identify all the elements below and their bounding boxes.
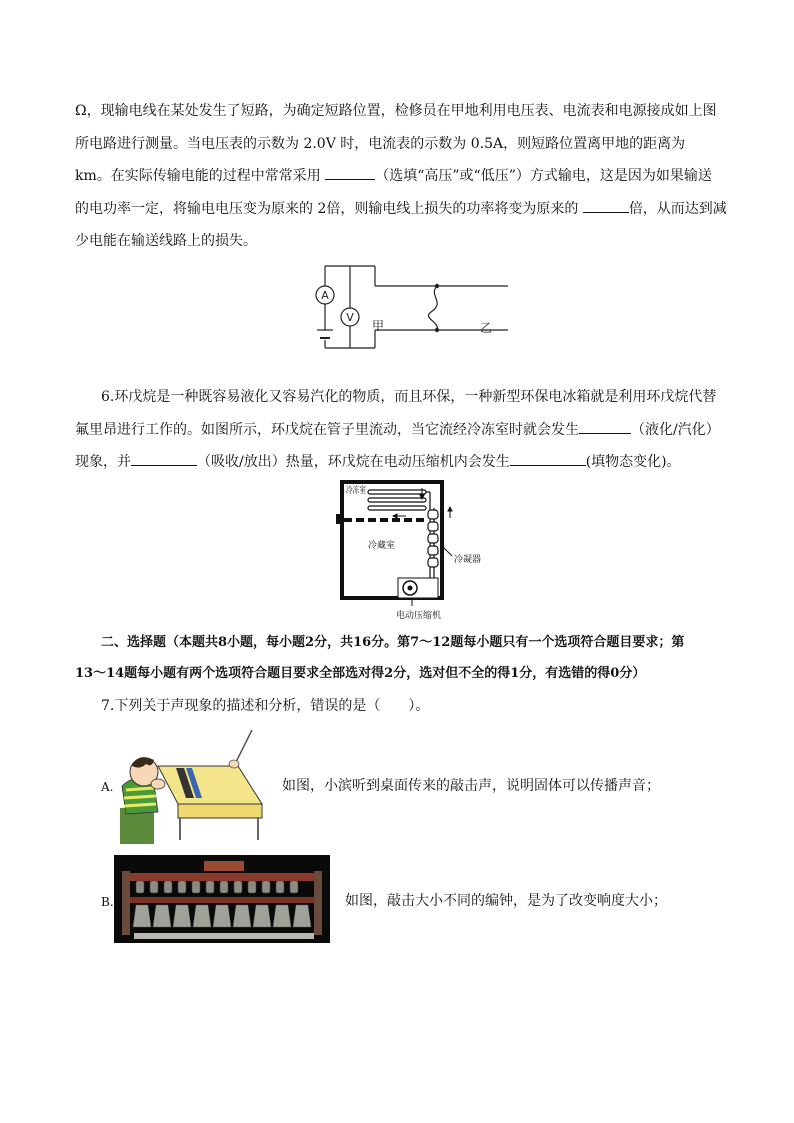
condenser-label: 冷凝器 — [454, 555, 482, 565]
q6-line-2-part-a: 氟里昂进行工作的。如图所示，环戊烷在管子里流动，当它流经冷冻室时就会发生 — [75, 422, 579, 438]
compressor-label: 电动压缩机 — [396, 611, 442, 621]
refrigerator-diagram — [332, 478, 492, 624]
q5-line-4-part-b: 倍，从而达到减 — [628, 201, 727, 217]
option-a-illustration — [118, 726, 266, 844]
q5-line-3 — [75, 167, 723, 185]
answer-blank-freezer-process — [579, 421, 631, 434]
circuit-diagram — [300, 260, 520, 370]
label-yi: 乙 — [480, 321, 493, 335]
q7-stem: 7.下列关于声现象的描述和分析，错误的是（ ）。 — [101, 698, 430, 714]
q6-line-3-part-a: 现象，并 — [75, 454, 131, 470]
q5-line-1: Ω，现输电线在某处发生了短路，为确定短路位置，检修员在甲地利用电压表、电流表和电源接成如上图 — [75, 103, 717, 119]
answer-blank-compressor-process — [510, 453, 586, 466]
section-2-heading-line-1: 二、选择题（本题共8小题，每小题2分，共16分。第7～12题每小题只有一个选项符合题目要求；第 — [101, 635, 685, 650]
q6-line-2-part-b: （液化/汽化） — [631, 422, 720, 438]
answer-blank-voltage-type — [325, 167, 375, 180]
q5-line-2: 所电路进行测量。当电压表的示数为 2.0V 时，电流表的示数为 0.5A，则短路位置离甲地的距离为 — [75, 136, 686, 152]
option-a-text: 如图，小滨听到桌面传来的敲击声，说明固体可以传播声音； — [282, 778, 660, 794]
label-jia: 甲 — [372, 319, 385, 333]
q6-line-2 — [75, 421, 723, 439]
freezer-label: 冷冻室 — [346, 486, 374, 496]
voltmeter-symbol: V — [346, 311, 354, 324]
ammeter-symbol: A — [321, 289, 329, 302]
q5-line-4-part-a: 的电功率一定，将输电电压变为原来的 2倍，则输电线上损失的功率将变为原来的 — [75, 201, 583, 217]
q6-line-3 — [75, 453, 723, 471]
q6-line-1: 6.环戊烷是一种既容易液化又容易汽化的物质，而且环保，一种新型环保电冰箱就是利用环戊烷代替 — [101, 389, 717, 405]
answer-blank-heat — [131, 453, 197, 466]
answer-blank-power-ratio — [583, 200, 629, 213]
fridge-label: 冷藏室 — [368, 541, 396, 551]
option-a-label: A. — [101, 780, 114, 794]
option-b-text: 如图，敲击大小不同的编钟，是为了改变响度大小； — [345, 893, 667, 909]
q5-line-3-part-b: （选填“高压”或“低压”）方式输电，这是因为如果输送 — [375, 168, 712, 184]
q6-line-3-part-c: (填物态变化)。 — [585, 454, 681, 470]
option-b-illustration-bianzhong — [114, 855, 330, 943]
q5-line-5: 少电能在输送线路上的损失。 — [75, 233, 257, 249]
q6-line-3-part-b: （吸收/放出）热量，环戊烷在电动压缩机内会发生 — [197, 454, 510, 470]
q5-line-4 — [75, 200, 727, 218]
q5-line-3-part-a: km。在实际传输电能的过程中常常采用 — [75, 168, 326, 184]
section-2-heading-line-2: 13～14题每小题有两个选项符合题目要求全部选对得2分，选对但不全的得1分，有选错的得0分） — [75, 666, 646, 681]
option-b-label: B. — [101, 895, 114, 909]
